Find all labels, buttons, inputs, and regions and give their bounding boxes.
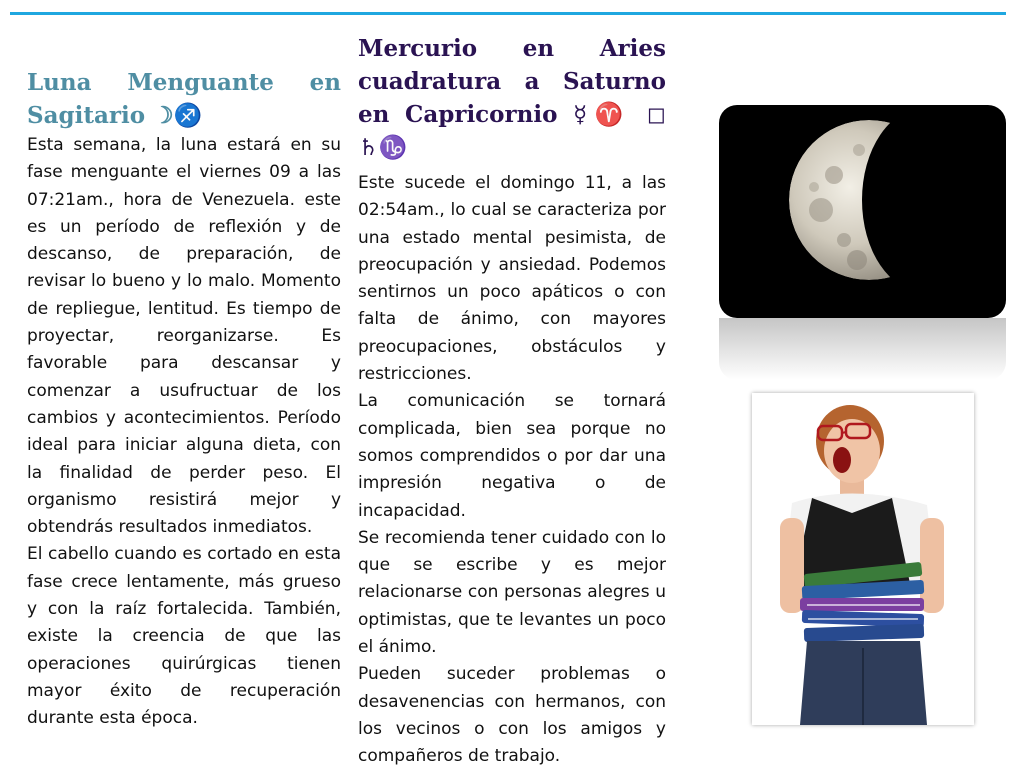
- middle-article-paragraph: Pueden suceder problemas o desavenencias con hermanos, con los vecinos o con los amigos y compañeros de trabajo.: [358, 664, 666, 767]
- middle-article-paragraph: Este sucede el domingo 11, a las 02:54am., lo cual se caracteriza por una estado mental pesimista, de preocupación y ansiedad. Podemos sentirnos un poco apáticos o con falta de ánimo, con mayores preocupaciones, obstáculos y restricciones.: [358, 173, 666, 385]
- left-article: [27, 66, 341, 733]
- stressed-woman-image: [752, 393, 974, 725]
- middle-article-heading: Mercurio en Aries cuadratura a Saturno en Capricornio ☿♈ ◻ ♄♑: [358, 35, 666, 161]
- moon-image-reflection: [719, 318, 1006, 380]
- waning-moon-image: [719, 105, 1006, 318]
- middle-article-paragraph: La comunicación se tornará complicada, bien sea porque no somos comprendidos o por dar una impresión negativa o de incapacidad.: [358, 391, 666, 521]
- middle-article-body: [358, 170, 666, 771]
- left-article-body: [27, 132, 341, 733]
- left-article-paragraph: El cabello cuando es cortado en esta fase crece lentamente, más grueso y con la raíz fortalecida. También, existe la creencia de que las operaciones quirúrgicas tienen mayor éxito de recuperación durante esta época.: [27, 544, 341, 729]
- middle-article: [358, 32, 666, 771]
- moon-illustration: [719, 105, 1006, 318]
- top-divider-line: [10, 12, 1006, 15]
- middle-article-paragraph: Se recomienda tener cuidado con lo que se escribe y es mejor relacionarse con personas alegres u optimistas, que te levantes un poco el ánimo.: [358, 527, 666, 658]
- left-article-paragraph: Esta semana, la luna estará en su fase menguante el viernes 09 a las 07:21am., hora de Venezuela. este es un período de reflexión y de descanso, de preparación, de revisar lo bueno y lo malo. Momento de repliegue, lentitud. Es tiempo de proyectar, reorganizarse. Es favorable para descansar y comenzar a usufructuar de los cambios y acontecimientos. Período ideal para iniciar alguna dieta, con la finalidad de perder peso. El organismo resistirá mejor y obtendrás resultados inmediatos.: [27, 135, 341, 538]
- woman-illustration: [752, 393, 974, 725]
- left-article-heading: Luna Menguante en Sagitario ☽♐: [27, 69, 341, 129]
